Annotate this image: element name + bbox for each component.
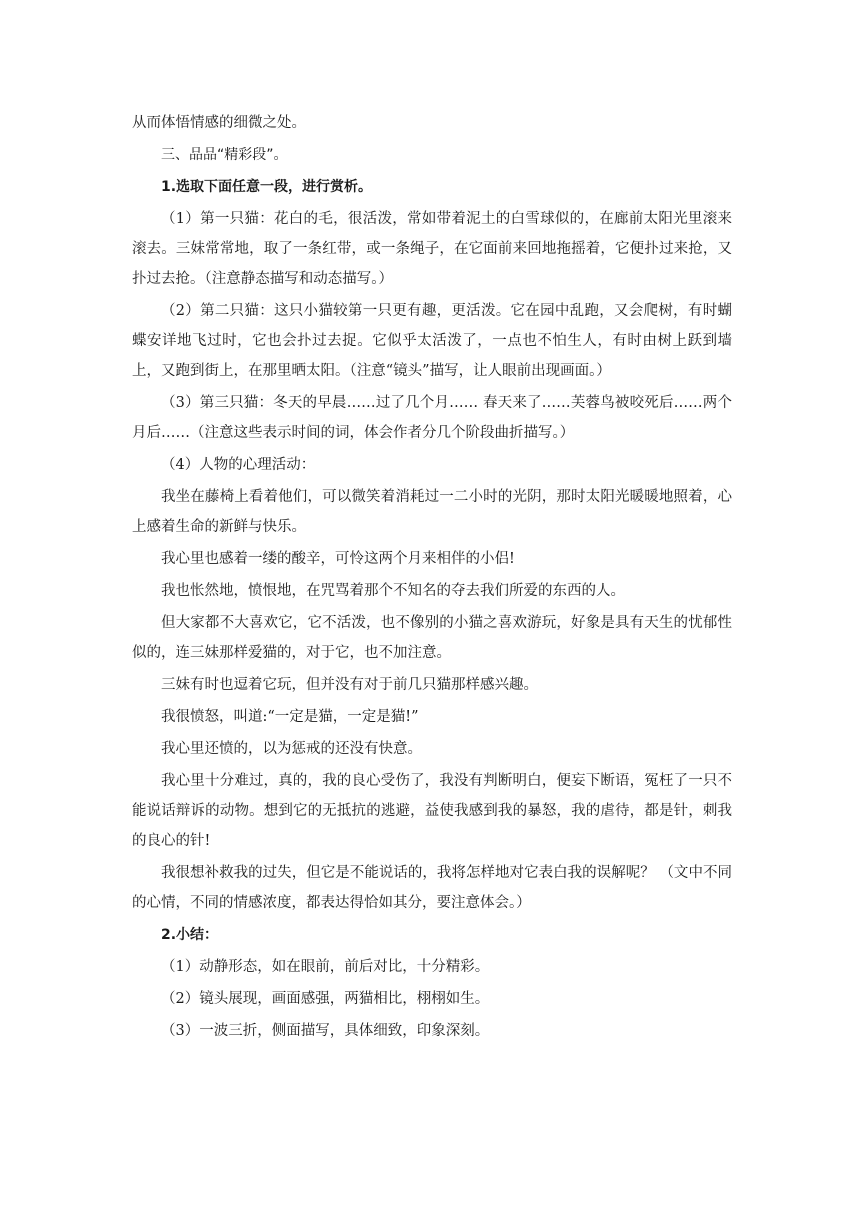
quote-paragraph: 我也怅然地，愤恨地，在咒骂着那个不知名的夺去我们所爱的东西的人。 <box>161 583 625 599</box>
paragraph-continuation: 从而体悟情感的细微之处。 <box>132 115 306 131</box>
quote-paragraph: 三妹有时也逗着它玩，但并没有对于前几只猫那样感兴趣。 <box>161 677 538 693</box>
summary-item: （2）镜头展现，画面感强，两猫相比，栩栩如生。 <box>161 991 490 1007</box>
quote-paragraph: 我心里十分难过，真的，我的良心受伤了，我没有判断明白，便妄下断语，冤枉了一只不能说话辩诉的动物。想到它的无抵抗的逃避，益使我感到我的暴怒，我的虐待，都是针，刺我的良心的针! <box>132 773 732 849</box>
paragraph-cat-2: （2）第二只猫：这只小猫较第一只更有趣，更活泼。它在园中乱跑，又会爬树，有时蝴蝶安详地飞过时，它也会扑过去捉。它似乎太活泼了，一点也不怕生人，有时由树上跃到墙上，又跑到街上，在那里晒太阳。（注意“镜头”描写，让人眼前出现画面。） <box>132 303 732 379</box>
subheading-summary: 2.小结： <box>161 927 219 943</box>
paragraph-cat-3: （3）第三只猫：冬天的早晨……过了几个月…… 春天来了……芙蓉鸟被咬死后……两个月后……（注意这些表示时间的词，体会作者分几个阶段曲折描写。） <box>132 395 732 441</box>
summary-item: （1）动静形态，如在眼前，前后对比，十分精彩。 <box>161 959 490 975</box>
quote-paragraph: 我心里还愤的，以为惩戒的还没有快意。 <box>161 741 422 757</box>
quote-paragraph: 但大家都不大喜欢它，它不活泼，也不像别的小猫之喜欢游玩，好象是具有天生的忧郁性似的，连三妹那样爱猫的，对于它，也不加注意。 <box>132 615 732 661</box>
document-page <box>132 108 732 1046</box>
summary-item: （3）一波三折，侧面描写，具体细致，印象深刻。 <box>161 1023 490 1039</box>
section-heading: 三、品品“精彩段”。 <box>161 147 288 163</box>
paragraph-cat-1: （1）第一只猫：花白的毛，很活泼，常如带着泥土的白雪球似的，在廊前太阳光里滚来滚去。三妹常常地，取了一条红带，或一条绳子，在它面前来回地拖摇着，它便扑过来抢，又扑过去抢。（注意静态描写和动态描写。） <box>132 211 732 287</box>
quote-paragraph: 我坐在藤椅上看着他们，可以微笑着消耗过一二小时的光阴，那时太阳光暖暖地照着，心上感着生命的新鲜与快乐。 <box>132 489 732 535</box>
paragraph-psychology-heading: （4）人物的心理活动： <box>161 457 316 473</box>
quote-paragraph: 我心里也感着一缕的酸辛，可怜这两个月来相伴的小侣! <box>161 551 515 567</box>
subheading-select: 1.选取下面任意一段，进行赏析。 <box>161 179 373 195</box>
quote-paragraph: 我很愤怒，叫道:“一定是猫，一定是猫!” <box>161 709 419 725</box>
quote-paragraph: 我很想补救我的过失，但它是不能说话的，我将怎样地对它表白我的误解呢？ （文中不同的心情，不同的情感浓度，都表达得恰如其分，要注意体会。） <box>132 865 732 911</box>
